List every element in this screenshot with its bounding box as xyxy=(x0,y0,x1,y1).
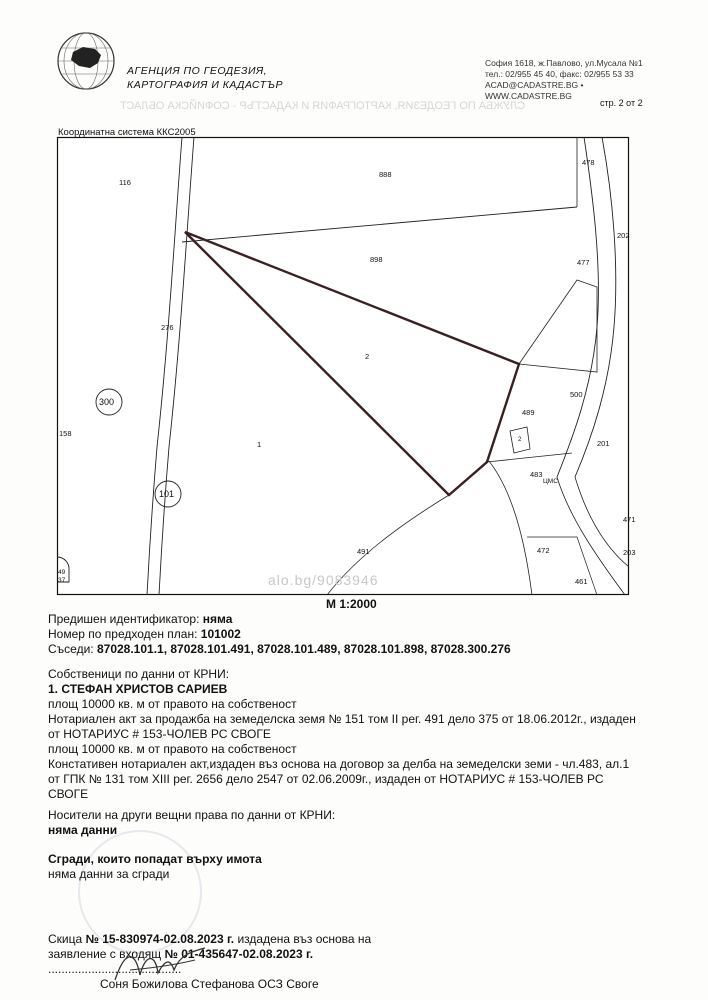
label-472: 472 xyxy=(537,546,550,555)
parcel-info xyxy=(48,612,668,657)
label-37: 37 xyxy=(58,577,66,584)
label-116: 116 xyxy=(119,178,131,187)
neighbors-value: 87028.101.1, 87028.101.491, 87028.101.489, 87028.101.898, 87028.300.276 xyxy=(96,642,511,656)
rights-title: Носители на други вещни права по данни от КРНИ: xyxy=(48,808,336,822)
label-2: 2 xyxy=(365,352,370,361)
label-489: 489 xyxy=(522,408,535,417)
coordinate-system: Координатна система ККС2005 xyxy=(58,127,196,138)
agency-name-line2: КАРТОГРАФИЯ И КАДАСТЪР xyxy=(127,79,283,91)
watermark: alo.bg/9083946 xyxy=(268,572,379,588)
buildings-section xyxy=(48,852,262,882)
buildings-value: няма данни за сгради xyxy=(48,867,170,881)
buildings-title: Сгради, които попадат върху имота xyxy=(48,852,262,866)
label-49: 49 xyxy=(58,569,66,576)
signature-dots: ........................................ xyxy=(48,962,182,976)
neighbors-row xyxy=(48,642,668,657)
label-cms: ЦМС xyxy=(543,478,558,485)
prev-identifier-label: Предишен идентификатор: xyxy=(48,612,200,626)
label-300: 300 xyxy=(99,397,115,407)
neighbors-label: Съседи: xyxy=(48,642,94,656)
application-number: № 01-435647-02.08.2023 г. xyxy=(164,947,314,961)
label-471: 471 xyxy=(623,515,636,524)
owner-detail-line: СВОГЕ xyxy=(48,787,89,801)
prev-identifier-value: няма xyxy=(202,612,233,626)
page-number: стр. 2 от 2 xyxy=(600,98,643,108)
label-500: 500 xyxy=(570,390,583,399)
label-202: 202 xyxy=(617,231,630,240)
rights-value: няма данни xyxy=(48,823,118,837)
owner-detail-line: площ 10000 кв. м от правото на собственост xyxy=(48,742,297,756)
email-web-line: ACAD@CADASTRE.BG • WWW.CADASTRE.BG xyxy=(485,80,584,101)
label-158: 158 xyxy=(59,429,72,438)
owner-detail-line: Нотариален акт за продажба на земеделска земя № 151 том II рег. 491 дело 375 от 18.06.2012г., издаден xyxy=(48,712,636,726)
label-898: 898 xyxy=(370,255,383,264)
application-prefix: заявление с входящ xyxy=(48,947,165,961)
owners-title: Собственици по данни от КРНИ: xyxy=(48,667,230,681)
cadastral-map xyxy=(57,137,636,595)
prev-identifier-row xyxy=(48,612,668,627)
label-201: 201 xyxy=(597,439,610,448)
label-2-small: 2 xyxy=(518,437,522,443)
address-line: София 1618, ж.Павлово, ул.Мусала №1 xyxy=(485,58,643,68)
label-483: 483 xyxy=(530,470,543,479)
label-276: 276 xyxy=(161,323,174,332)
show-through-text: СЛУЖБА ПО ГЕОДЕЗИЯ, КАРТОГРАФИЯ И КАДАСТЪР - СОФИЙСКА ОБЛАСТ xyxy=(120,100,526,112)
map-frame xyxy=(58,138,629,595)
prev-plan-value: 101002 xyxy=(200,627,241,641)
map-scale: М 1:2000 xyxy=(326,597,377,611)
signature-icon xyxy=(110,940,210,990)
label-478: 478 xyxy=(582,158,595,167)
sketch-prefix: Скица xyxy=(48,932,86,946)
label-1: 1 xyxy=(257,440,262,449)
label-888: 888 xyxy=(379,170,392,179)
agency-address xyxy=(485,58,665,102)
header xyxy=(55,30,665,100)
sketch-number: № 15-830974-02.08.2023 г. xyxy=(85,932,235,946)
signer-name: Соня Божилова Стефанова ОСЗ Своге xyxy=(100,977,319,991)
agency-name-line1: АГЕНЦИЯ ПО ГЕОДЕЗИЯ, xyxy=(127,65,268,77)
owner-name: 1. СТЕФАН ХРИСТОВ САРИЕВ xyxy=(48,682,228,696)
sketch-suffix: издадена въз основа на xyxy=(234,932,372,946)
owner-detail-line: площ 10000 кв. м от правото на собственост xyxy=(48,697,297,711)
label-461: 461 xyxy=(575,577,588,586)
label-491: 491 xyxy=(357,547,370,556)
owners-section xyxy=(48,667,688,802)
agency-globe-logo-icon xyxy=(55,30,117,92)
prev-plan-row xyxy=(48,627,668,642)
prev-plan-label: Номер по предходен план: xyxy=(48,627,198,641)
owner-detail-line: Констативен нотариален акт,издаден въз основа на договор за делба на земеделски земи - чл.483, ал.1 xyxy=(48,757,630,771)
owner-detail-line: от НОТАРИУС # 153-ЧОЛЕВ РС СВОГЕ xyxy=(48,727,271,741)
label-477: 477 xyxy=(577,258,590,267)
label-101: 101 xyxy=(159,489,175,499)
label-203: 203 xyxy=(623,548,636,557)
phone-fax-line: тел.: 02/955 45 40, факс: 02/955 53 33 xyxy=(485,69,634,79)
rights-section xyxy=(48,808,335,838)
agency-name xyxy=(127,64,283,92)
owner-detail-line: от ГПК № 131 том XIII рег. 2656 дело 2547 от 02.06.2009г., издаден от НОТАРИУС # 153-ЧОЛЕВ РС xyxy=(48,772,604,786)
